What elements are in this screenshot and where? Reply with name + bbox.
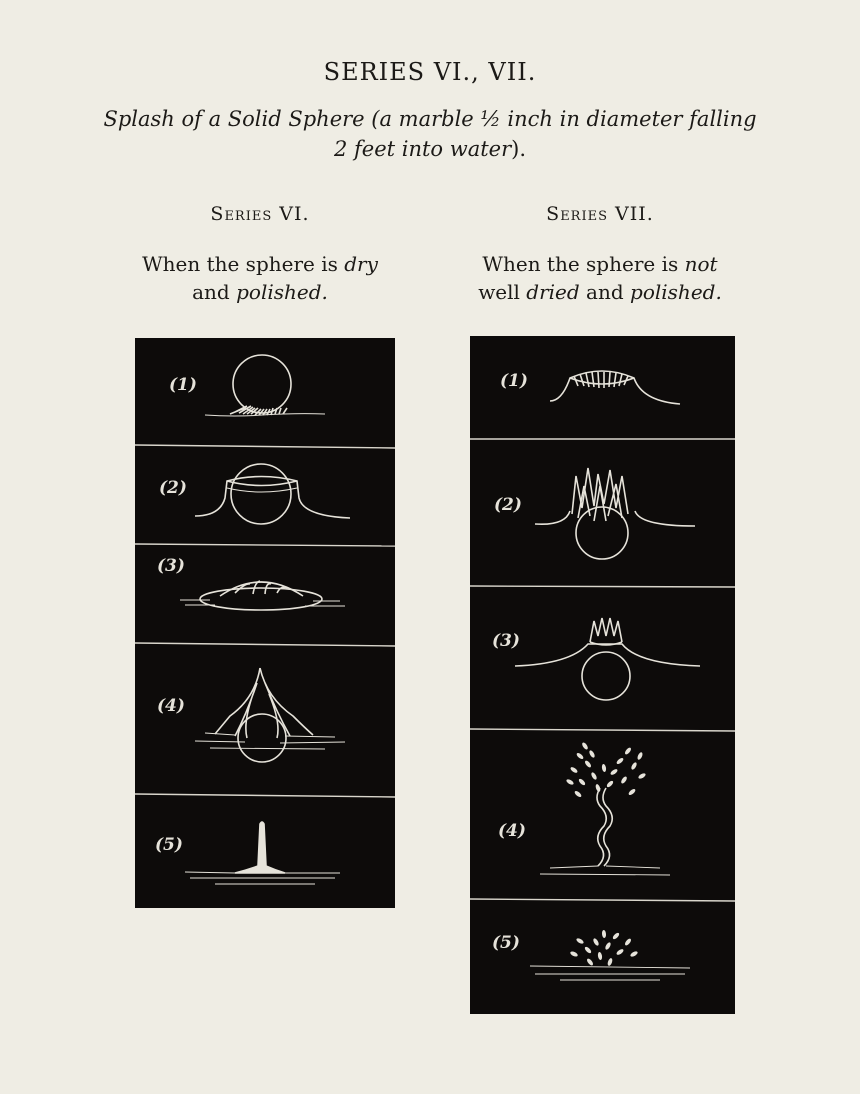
page-title: SERIES VI., VII. [323, 58, 537, 86]
series-vii-background [470, 336, 735, 1014]
caption-part-1: Splash of a Solid Sphere ( [103, 107, 380, 131]
series-vii-desc-e: and [579, 280, 631, 304]
series-vi-desc-b: dry [344, 252, 378, 276]
caption-part-4: ). [511, 137, 527, 161]
series-vii-frame-label: (3) [492, 631, 520, 651]
series-vi-drawing [135, 338, 395, 908]
series-vi-description [110, 250, 410, 306]
series-vi-desc-a: When the sphere is [142, 252, 345, 276]
caption-part-3: 2 feet into water [333, 137, 512, 161]
series-vii-frame-divider [470, 586, 735, 587]
series-vii-frame-label: (4) [498, 821, 526, 841]
series-vi-frame-label: (1) [169, 375, 197, 395]
series-vi-desc-c: and [192, 280, 237, 304]
series-vii-frame-label: (1) [500, 371, 528, 391]
series-vii-desc-b: not [684, 252, 718, 276]
figure-caption [60, 104, 800, 164]
series-vi-frame-label: (4) [157, 696, 185, 716]
series-vii-heading: Series VII. [546, 203, 654, 225]
series-vii-desc-d: dried [526, 280, 580, 304]
series-vii-description [440, 250, 760, 306]
series-vi-panel [135, 338, 395, 908]
series-vi-frame-label: (5) [155, 835, 183, 855]
series-vi-frame-label: (3) [157, 556, 185, 576]
series-vi-background [135, 338, 395, 908]
caption-part-2: a marble ½ inch in diameter falling [379, 107, 757, 131]
series-vii-desc-a: When the sphere is [482, 252, 685, 276]
series-vi-desc-d: polished. [236, 280, 328, 304]
series-vi-heading: Series VI. [210, 203, 310, 225]
series-vi-frame-label: (2) [159, 478, 187, 498]
series-vii-desc-f: polished. [630, 280, 722, 304]
series-vii-drawing [470, 336, 735, 1014]
series-vii-frame-label: (5) [492, 933, 520, 953]
series-vii-desc-c: well [478, 280, 527, 304]
series-vii-frame-label: (2) [494, 495, 522, 515]
series-vii-panel [470, 336, 735, 1014]
